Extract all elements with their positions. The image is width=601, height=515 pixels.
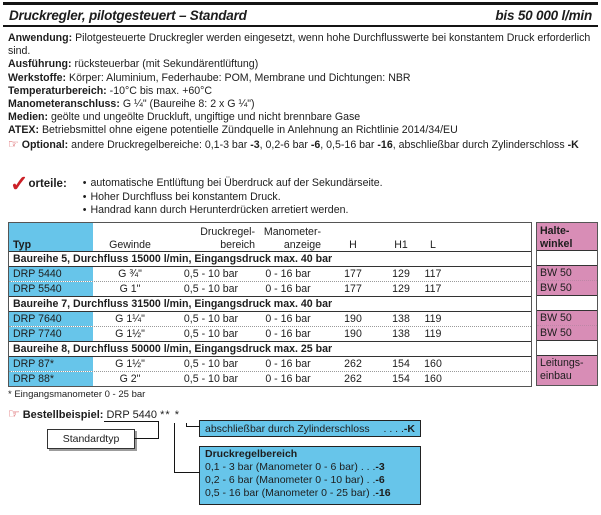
spec-text: Körper: Aluminium, Federhaube: POM, Membrane und Dichtungen: NBR (69, 71, 411, 84)
group-row-baureihe7: Baureihe 7, Durchfluss 31500 l/min, Eingangsdruck max. 40 bar (9, 296, 531, 312)
col-header-druckregelbereich: Druckregel- bereich (200, 226, 255, 251)
connector-line (174, 423, 175, 473)
cell-h1: 129 (392, 268, 410, 280)
cell-typ: DRP 87* (9, 357, 93, 371)
range-box-title: Druckregelbereich (205, 448, 298, 460)
cell-typ: DRP 7640 (9, 312, 93, 326)
col-header-typ: Typ (9, 223, 93, 251)
cell-bereich: 0,5 - 10 bar (183, 358, 239, 370)
table-row (9, 357, 531, 371)
bullet-icon: • (82, 177, 87, 189)
cell-anzeige: 0 - 16 bar (265, 268, 311, 280)
cell-typ: DRP 5440 (9, 267, 93, 281)
cell-bereich: 0,5 - 10 bar (183, 268, 239, 280)
vorteile-label: orteile: (28, 178, 67, 190)
spec-label: Anwendung: (8, 32, 73, 44)
bullet-text: Hoher Durchfluss bei konstantem Druck. (90, 190, 281, 203)
optional-text: , 0,2-6 bar (259, 138, 311, 151)
spec-label: Ausführung: (8, 58, 72, 71)
spec-text: geölte und ungeölte Druckluft, ungiftige und nicht brennbare Gase (50, 111, 361, 124)
flow-capacity-label: bis 50 000 l/min (495, 7, 592, 23)
cell-l: 117 (424, 283, 442, 295)
order-example-line (8, 406, 180, 422)
bullet-icon: • (82, 204, 87, 216)
side-blank-cell (537, 340, 597, 356)
footnote: * Eingangsmanometer 0 - 25 bar (8, 389, 146, 400)
cell-bereich: 0,5 - 10 bar (183, 373, 239, 385)
spec-text: G ¼" (Baureihe 8: 2 x G ¼") (122, 98, 255, 111)
page-header (3, 2, 598, 27)
range-option: 0,2 - 6 bar (Manometer 0 - 10 bar) . .-6 (205, 474, 385, 486)
side-blank-cell (537, 251, 597, 266)
cell-h: 190 (344, 313, 362, 325)
spec-label: Optional: (21, 138, 69, 151)
bw-cell: BW 50 (537, 266, 597, 280)
spec-line-werkstoffe (8, 72, 596, 85)
cell-typ: DRP 5540 (9, 282, 93, 296)
spec-text: rücksteuerbar (mit Sekundärentlüftung) (74, 58, 259, 71)
cell-h: 190 (344, 328, 362, 340)
cell-gewinde: G 1½" (115, 328, 145, 340)
spec-block (8, 32, 596, 152)
option-code: -K (567, 138, 579, 151)
list-item (83, 177, 383, 191)
cell-h1: 154 (392, 373, 410, 385)
list-item (83, 191, 383, 205)
page-title: Druckregler, pilotgesteuert – Standard (9, 7, 247, 23)
cell-gewinde: G 1¼" (115, 313, 145, 325)
cell-bereich: 0,5 - 10 bar (183, 313, 239, 325)
option-code: -16 (377, 138, 393, 151)
spec-line-anwendung (8, 32, 596, 58)
group-row-baureihe8: Baureihe 8, Durchfluss 50000 l/min, Eingangsdruck max. 25 bar (9, 341, 531, 357)
standardtyp-box: Standardtyp (47, 429, 135, 449)
cell-gewinde: G 2" (119, 373, 141, 385)
order-code: DRP 5440 (106, 409, 158, 421)
cell-anzeige: 0 - 16 bar (265, 328, 311, 340)
bw-cell: BW 50 (537, 325, 597, 340)
cell-gewinde: G 1½" (115, 358, 145, 370)
bullet-text: automatische Entlüftung bei Überdruck auf der Sekundärseite. (90, 177, 383, 189)
lock-option-code: . . . .-K (383, 422, 415, 435)
leitungseinbau-cell: Leitungs- einbau (537, 356, 597, 385)
cell-h: 262 (344, 373, 362, 385)
vorteile-bullet-list (83, 177, 383, 218)
cell-anzeige: 0 - 16 bar (265, 313, 311, 325)
spec-label: Medien: (8, 111, 49, 124)
cell-bereich: 0,5 - 10 bar (183, 283, 239, 295)
order-label: Bestellbeispiel: (22, 409, 104, 421)
side-header: Halte- winkel (537, 223, 597, 251)
range-option: 0,1 - 3 bar (Manometer 0 - 6 bar) . . .-3 (205, 461, 385, 473)
connector-line (186, 426, 200, 427)
spec-line-ausfuehrung (8, 58, 596, 71)
cell-typ: DRP 7740 (9, 327, 93, 341)
haltewinkel-table (536, 222, 598, 386)
cell-l: 160 (424, 373, 442, 385)
spec-line-optional (8, 138, 596, 152)
lock-option-box (199, 420, 421, 437)
group-row-baureihe5: Baureihe 5, Durchfluss 15000 l/min, Eingangsdruck max. 40 bar (9, 252, 531, 267)
spec-line-temperaturbereich (8, 85, 596, 98)
pointing-hand-icon: ☞ (8, 136, 19, 151)
spec-text: Pilotgesteuerte Druckregler werden eingesetzt, wenn hohe Durchflusswerte bei konstantem Druck erforderlich sind. (8, 32, 591, 58)
spec-text: -10°C bis max. +60°C (109, 84, 213, 97)
list-item (83, 204, 383, 218)
cell-l: 119 (424, 328, 442, 340)
table-row (9, 371, 531, 386)
connector-line (104, 421, 159, 422)
bullet-text: Handrad kann durch Herunterdrücken arretiert werden. (90, 204, 349, 216)
cell-h1: 154 (392, 358, 410, 370)
col-header-l: L (430, 238, 436, 251)
connector-line (174, 472, 200, 473)
spec-label: Manometeranschluss: (8, 98, 120, 111)
vorteile-section (10, 171, 383, 218)
cell-l: 119 (424, 313, 442, 325)
range-option-box (199, 446, 421, 505)
spec-line-manometeranschluss (8, 98, 596, 111)
cell-bereich: 0,5 - 10 bar (183, 328, 239, 340)
cell-h: 177 (344, 268, 362, 280)
cell-l: 160 (424, 358, 442, 370)
bw-cell: BW 50 (537, 280, 597, 295)
col-header-h: H (349, 238, 357, 251)
bw-cell: BW 50 (537, 311, 597, 325)
spec-label: Temperaturbereich: (8, 84, 107, 97)
spec-text: Betriebsmittel ohne eigene potentielle Zündquelle in Anlehnung an Richtlinie 2014/34/EU (41, 124, 458, 137)
spec-label: ATEX: (8, 124, 39, 137)
optional-text: , abschließbar durch Zylinderschloss (392, 138, 568, 151)
col-header-manometeranzeige: Manometer- anzeige (263, 226, 321, 251)
table-header-row (9, 223, 531, 252)
connector-line (158, 421, 159, 439)
connector-line (134, 438, 159, 439)
spec-line-atex (8, 124, 596, 137)
product-table (8, 222, 532, 387)
cell-h1: 138 (392, 313, 410, 325)
spec-line-medien (8, 111, 596, 124)
col-header-gewinde: Gewinde (109, 238, 151, 251)
table-row (9, 281, 531, 296)
cell-typ: DRP 88* (9, 372, 93, 386)
cell-h1: 129 (392, 283, 410, 295)
option-code: -3 (250, 138, 260, 151)
optional-text: , 0,5-16 bar (320, 138, 378, 151)
checkmark-icon: ✓ (10, 171, 29, 196)
lock-option-text: abschließbar durch Zylinderschloss (205, 422, 370, 435)
order-stars: ** * (160, 409, 181, 421)
spec-label: Werkstoffe: (8, 71, 67, 84)
range-option: 0,5 - 16 bar (Manometer 0 - 25 bar) .-16 (205, 487, 391, 499)
table-row (9, 267, 531, 281)
cell-anzeige: 0 - 16 bar (265, 373, 311, 385)
cell-gewinde: G 1" (119, 283, 141, 295)
pointing-hand-icon: ☞ (8, 406, 20, 421)
option-code: -6 (310, 138, 321, 151)
col-header-h1: H1 (394, 238, 408, 251)
cell-l: 117 (424, 268, 442, 280)
optional-text: andere Druckregelbereiche: 0,1-3 bar (71, 138, 251, 151)
cell-h: 262 (344, 358, 362, 370)
cell-gewinde: G ¾" (118, 268, 142, 280)
side-blank-cell (537, 295, 597, 311)
table-row (9, 326, 531, 341)
cell-h: 177 (344, 283, 362, 295)
cell-h1: 138 (392, 328, 410, 340)
bullet-icon: • (82, 190, 87, 203)
cell-anzeige: 0 - 16 bar (265, 358, 311, 370)
table-row (9, 312, 531, 326)
cell-anzeige: 0 - 16 bar (265, 283, 311, 295)
